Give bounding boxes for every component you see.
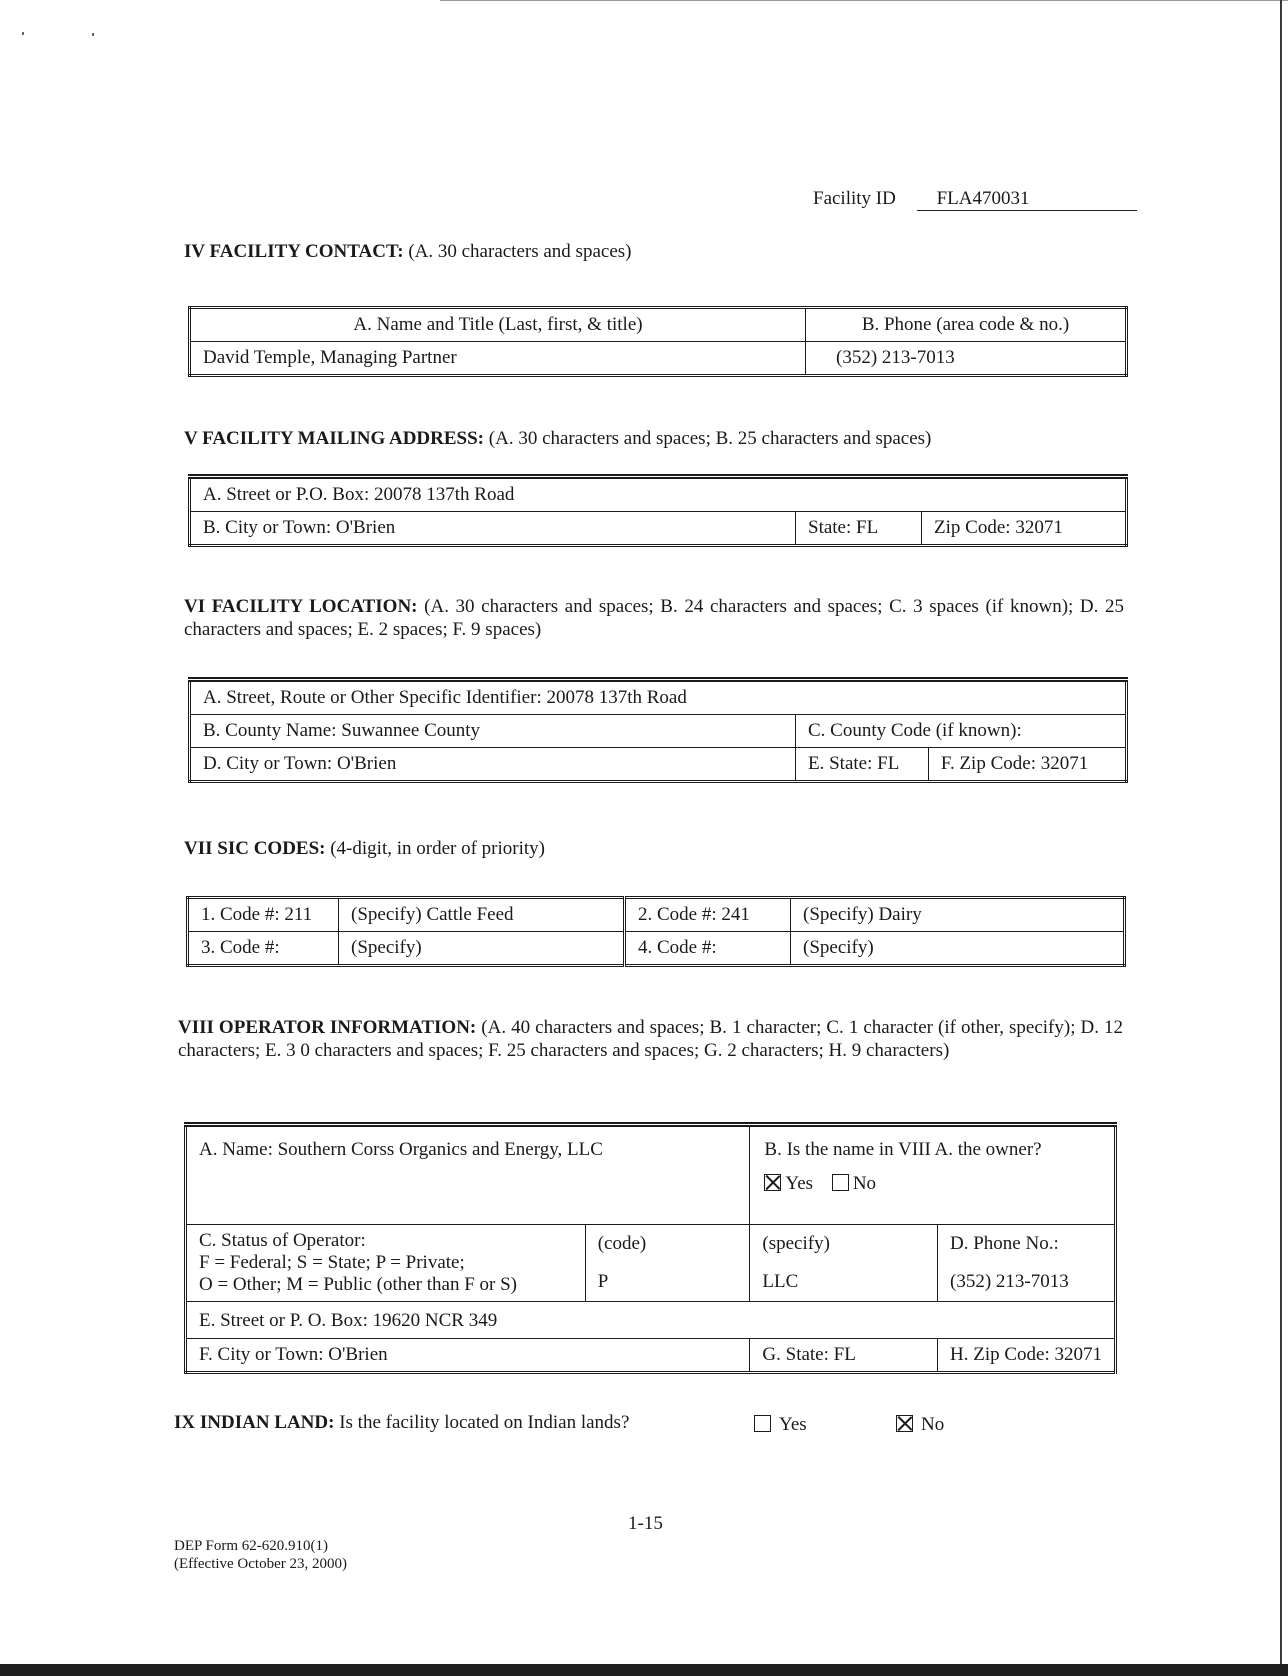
mailing-address-table — [188, 474, 1128, 547]
operator-name: A. Name: Southern Corss Organics and Energy, LLC — [186, 1125, 750, 1225]
location-zip: F. Zip Code: 32071 — [928, 748, 1126, 782]
section-vii-heading — [184, 837, 545, 860]
contact-phone-value: (352) 213-7013 — [806, 342, 1127, 376]
operator-phone-value: (352) 213-7013 — [950, 1271, 1069, 1292]
operator-status-cell — [186, 1225, 586, 1302]
scan-speck — [92, 33, 94, 36]
owner-no-label: No — [852, 1173, 877, 1194]
sic-specify-1: (Specify) Cattle Feed — [339, 898, 625, 932]
contact-name-header: A. Name and Title (Last, first, & title) — [190, 308, 806, 342]
indian-no-label: No — [921, 1414, 945, 1435]
indian-no-checkbox[interactable] — [896, 1415, 913, 1432]
operator-status-line2: F = Federal; S = State; P = Private; — [199, 1252, 465, 1273]
operator-phone-cell — [938, 1225, 1116, 1302]
sic-code-3: 3. Code #: — [188, 932, 339, 966]
form-footer — [174, 1537, 347, 1573]
section-ix-question: Is the facility located on Indian lands? — [339, 1412, 630, 1433]
section-vi-heading — [184, 595, 1124, 641]
mailing-city: B. City or Town: O'Brien — [190, 512, 796, 546]
section-viii-heading — [178, 1016, 1123, 1062]
operator-street: E. Street or P. O. Box: 19620 NCR 349 — [186, 1302, 1116, 1339]
location-street: A. Street, Route or Other Specific Identifier: 20078 137th Road — [190, 680, 1127, 715]
facility-id-value: FLA470031 — [917, 188, 1137, 211]
location-state: E. State: FL — [796, 748, 929, 782]
page-edge-top — [440, 0, 1288, 1]
page-number: 1-15 — [628, 1513, 663, 1534]
location-county-name: B. County Name: Suwannee County — [190, 715, 796, 748]
section-viii-title: VIII OPERATOR INFORMATION: — [178, 1017, 477, 1038]
operator-status-line3: O = Other; M = Public (other than F or S) — [199, 1274, 518, 1295]
location-county-code: C. County Code (if known): — [796, 715, 1127, 748]
operator-phone-label: D. Phone No.: — [950, 1233, 1059, 1254]
operator-info-table — [184, 1122, 1117, 1374]
page-edge-bottom — [0, 1664, 1288, 1676]
section-vi-title: VI FACILITY LOCATION: — [184, 596, 418, 617]
owner-no-checkbox[interactable] — [832, 1174, 849, 1191]
sic-code-1: 1. Code #: 211 — [188, 898, 339, 932]
mailing-street: A. Street or P.O. Box: 20078 137th Road — [190, 477, 1127, 512]
section-vi-note: (A. 30 characters and spaces; B. 24 characters and spaces; C. 3 spaces (if known); D. 25 characters and spaces; E. 2 spaces; F. 9 spaces) — [184, 596, 1125, 640]
sic-specify-2: (Specify) Dairy — [791, 898, 1125, 932]
facility-id-label: Facility ID — [813, 188, 896, 209]
mailing-state: State: FL — [796, 512, 922, 546]
location-city: D. City or Town: O'Brien — [190, 748, 796, 782]
footer-form-number: DEP Form 62-620.910(1) — [174, 1538, 329, 1554]
owner-yes-label: Yes — [785, 1173, 814, 1194]
operator-zip: H. Zip Code: 32071 — [938, 1339, 1116, 1373]
sic-code-4: 4. Code #: — [625, 932, 791, 966]
operator-code-value: P — [597, 1271, 609, 1292]
indian-no-option — [896, 1414, 944, 1436]
operator-specify-value: LLC — [762, 1271, 799, 1292]
section-v-note: (A. 30 characters and spaces; B. 25 characters and spaces) — [488, 428, 932, 449]
section-iv-heading — [184, 240, 631, 263]
section-iv-title: IV FACILITY CONTACT: — [184, 241, 404, 262]
sic-specify-4: (Specify) — [791, 932, 1125, 966]
facility-contact-table — [188, 306, 1128, 377]
operator-code-cell — [585, 1225, 750, 1302]
indian-yes-label: Yes — [779, 1414, 807, 1435]
section-vii-title: VII SIC CODES: — [184, 838, 326, 859]
section-ix-heading — [174, 1412, 629, 1434]
sic-code-2: 2. Code #: 241 — [625, 898, 791, 932]
owner-question-cell — [750, 1125, 1116, 1225]
owner-question: B. Is the name in VIII A. the owner? — [764, 1139, 1042, 1160]
indian-yes-option — [754, 1414, 807, 1436]
section-vii-note: (4-digit, in order of priority) — [330, 838, 545, 859]
operator-specify-label: (specify) — [762, 1233, 830, 1254]
footer-effective-date: (Effective October 23, 2000) — [174, 1556, 347, 1572]
operator-state: G. State: FL — [750, 1339, 938, 1373]
scan-speck — [22, 32, 24, 35]
section-iv-note: (A. 30 characters and spaces) — [408, 241, 632, 262]
contact-phone-header: B. Phone (area code & no.) — [806, 308, 1127, 342]
indian-yes-checkbox[interactable] — [754, 1415, 771, 1432]
section-v-heading — [184, 427, 931, 450]
section-ix-title: IX INDIAN LAND: — [174, 1412, 335, 1433]
sic-codes-table — [186, 896, 1126, 967]
operator-code-label: (code) — [597, 1233, 647, 1254]
operator-city: F. City or Town: O'Brien — [186, 1339, 750, 1373]
sic-specify-3: (Specify) — [339, 932, 625, 966]
mailing-zip: Zip Code: 32071 — [922, 512, 1127, 546]
owner-yes-checkbox[interactable] — [764, 1174, 781, 1191]
facility-id — [813, 188, 1137, 211]
section-viii-note: (A. 40 characters and spaces; B. 1 character; C. 1 character (if other, specify); D. 12 characters; E. 3 0 characters and spaces; F. 25 characters and spaces; G. 2 characters; H. 9 characters) — [178, 1017, 1124, 1061]
operator-status-label: C. Status of Operator: — [199, 1230, 366, 1251]
contact-name-value: David Temple, Managing Partner — [190, 342, 806, 376]
section-v-title: V FACILITY MAILING ADDRESS: — [184, 428, 485, 449]
facility-location-table — [188, 677, 1128, 783]
operator-specify-cell — [750, 1225, 938, 1302]
page-edge-right — [1280, 0, 1282, 1664]
